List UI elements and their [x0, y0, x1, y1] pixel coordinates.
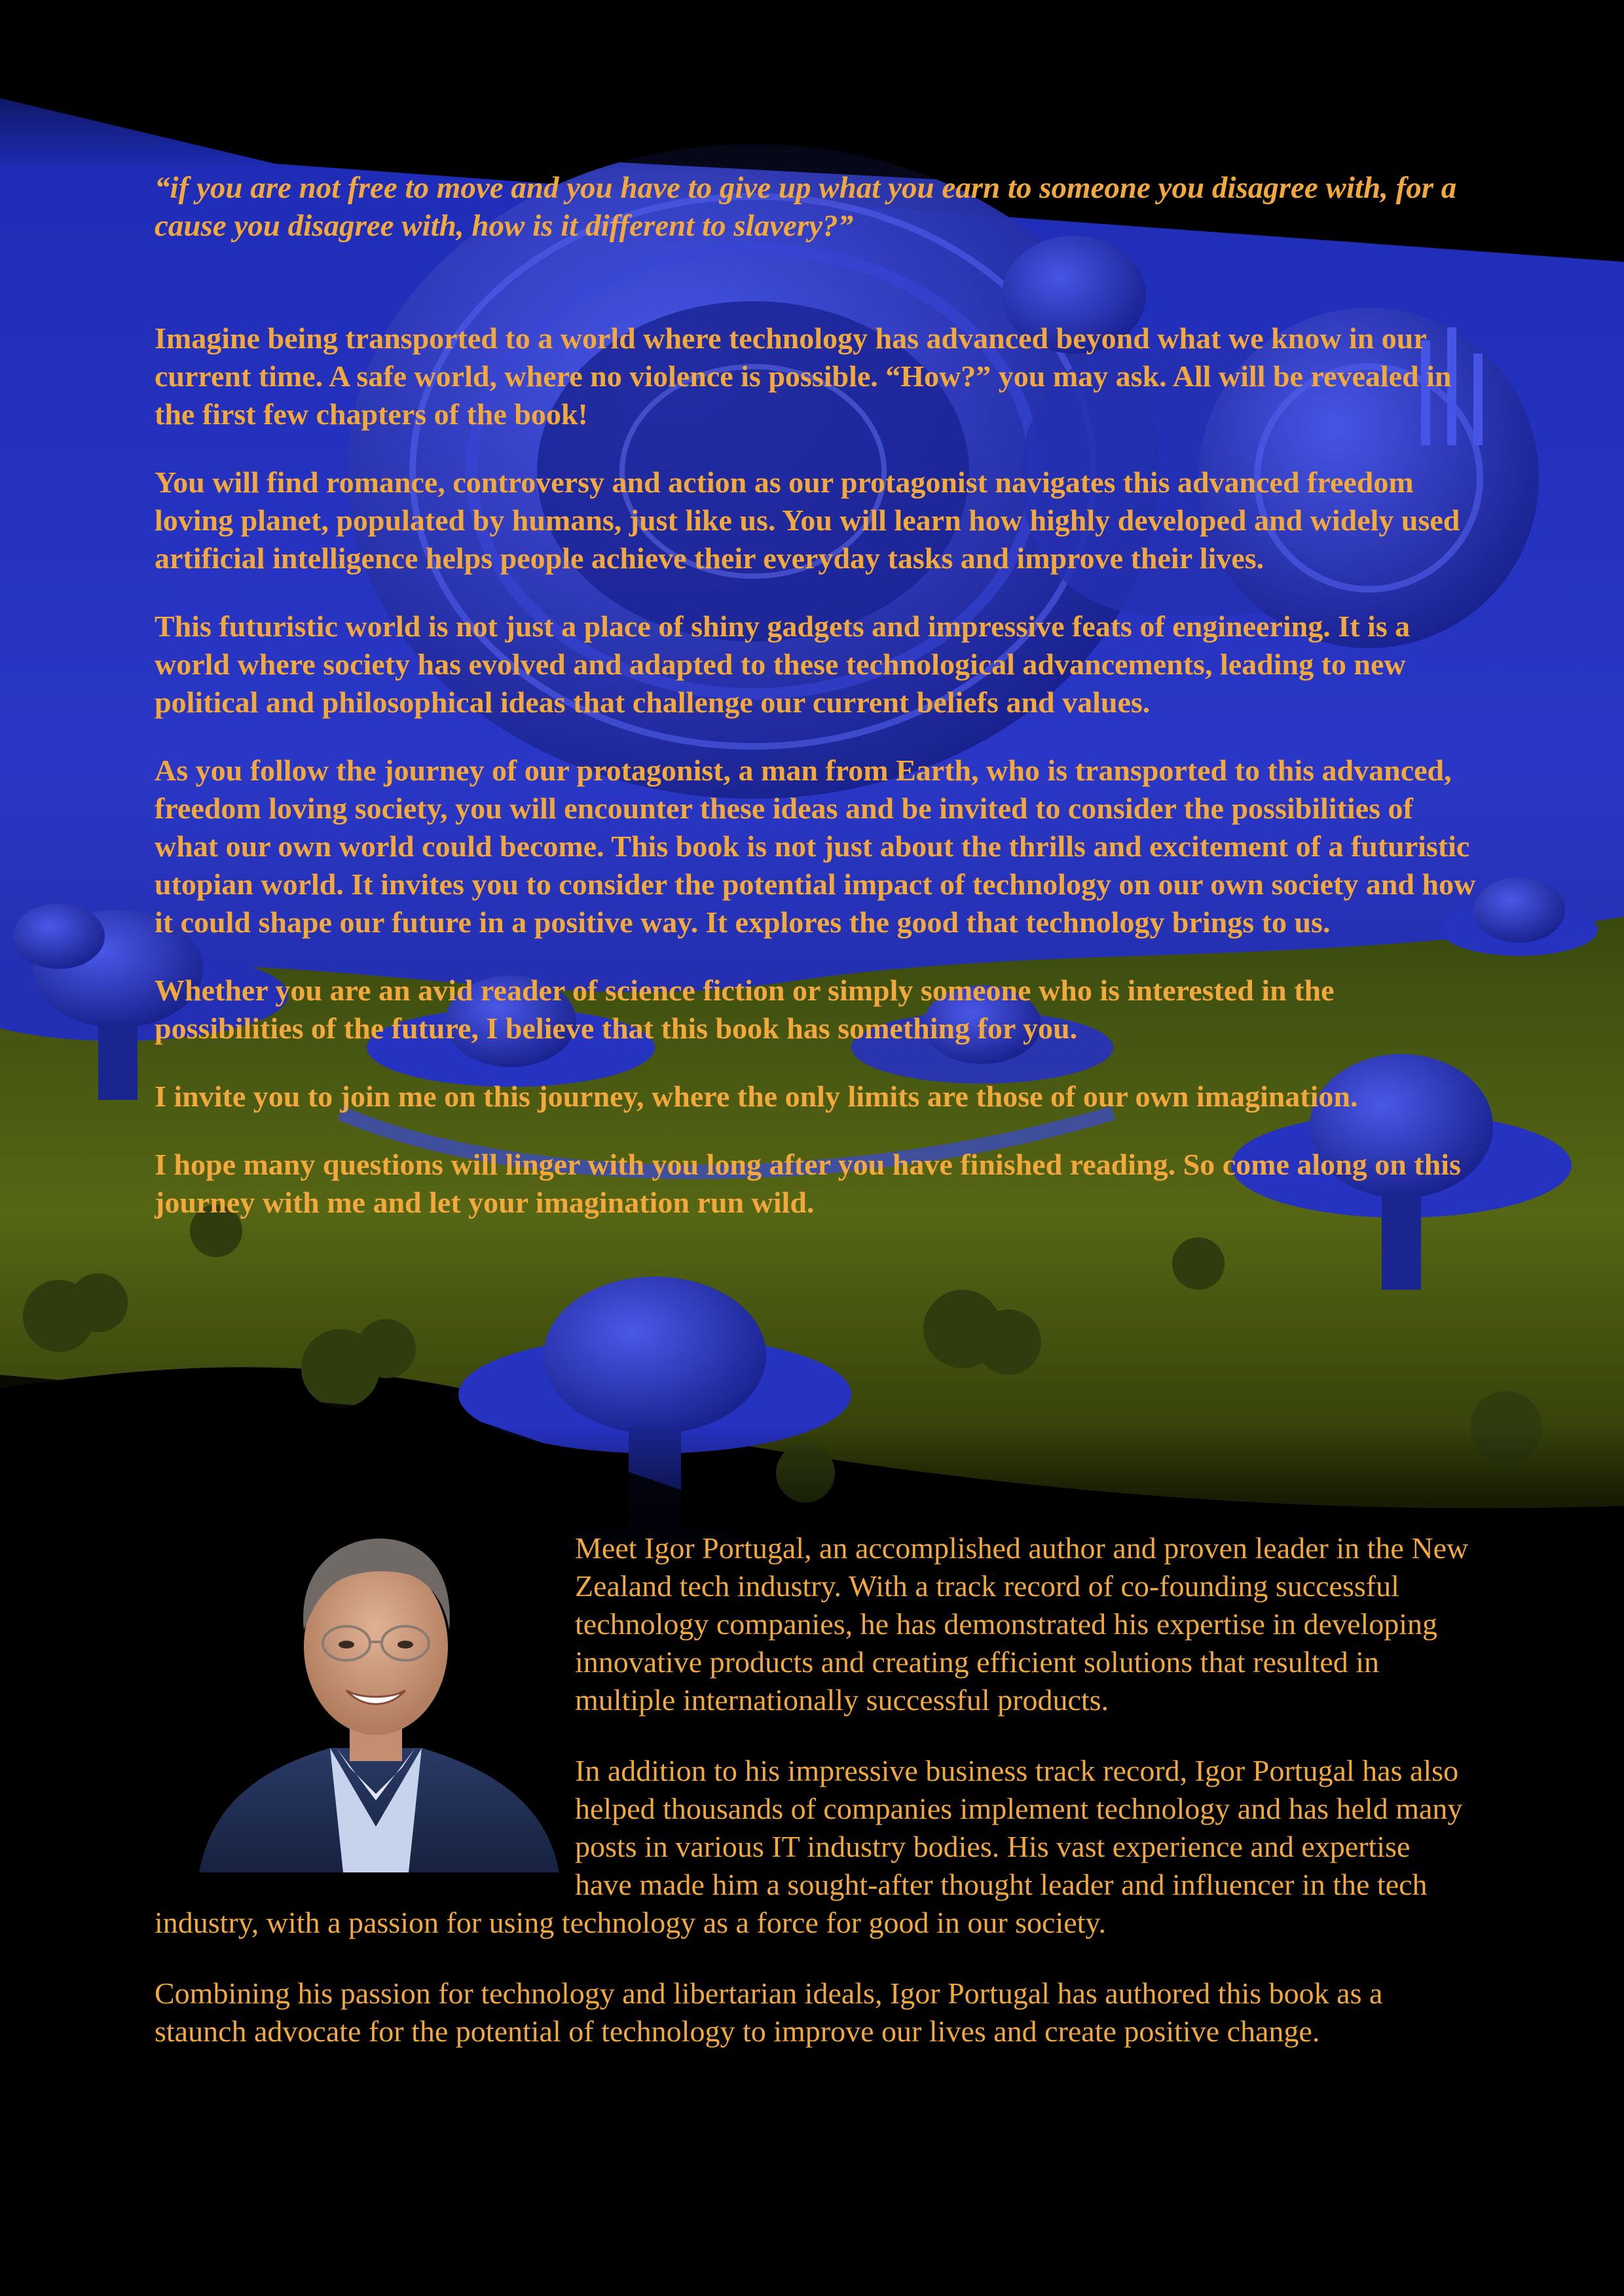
author-portrait	[186, 1519, 566, 1872]
author-paragraph: In addition to his impressive business track record, Igor Portugal has also helped thousands of companies implement technology and has held many posts in various IT industry bodies. His vast experience and expertise have made him a sought-after thought leader and influencer in the tech industry, with a passion for using technology as a force for good in our society.	[155, 1754, 1463, 1939]
intro-paragraph: This futuristic world is not just a place of shiny gadgets and impressive feats of engineering. It is a world where society has evolved and adapted to these technological advancements, leading to new political and philosophical ideas that challenge our current beliefs and values.	[155, 610, 1411, 719]
book-description	[155, 319, 1484, 1252]
intro-paragraph: I hope many questions will linger with you long after you have finished reading. So come along on this journey with me and let your imagination run wild.	[155, 1148, 1461, 1219]
author-paragraph: Meet Igor Portugal, an accomplished author and proven leader in the New Zealand tech industry. With a track record of co-founding successful technology companies, he has demonstrated his expertise in developing innovative products and creating efficient solutions that resulted in multiple internationally successful products.	[575, 1531, 1469, 1717]
intro-paragraph: You will find romance, controversy and action as our protagonist navigates this advanced freedom loving planet, populated by humans, just like us. You will learn how highly developed and widely used artificial intelligence helps people achieve their everyday tasks and improve their lives.	[155, 465, 1460, 575]
intro-paragraph: I invite you to join me on this journey, where the only limits are those of our own imagination.	[155, 1080, 1358, 1113]
intro-paragraph: As you follow the journey of our protagonist, a man from Earth, who is transported to this advanced, freedom loving society, you will encounter these ideas and be invited to consider the possibilities of what our own world could become. This book is not just about the thrills and excitement of a futuristic utopian world. It invites you to consider the potential impact of technology on our own society and how it could shape our future in a positive way. It explores the good that technology brings to us.	[155, 754, 1476, 939]
opening-quote: “if you are not free to move and you have to give up what you earn to someone you disagree with, for a cause you disagree with, how is it different to slavery?”	[155, 171, 1457, 243]
intro-paragraph: Imagine being transported to a world where technology has advanced beyond what we know in our current time. A safe world, where no violence is possible. “How?” you may ask. All will be revealed in the first few chapters of the book!	[155, 321, 1452, 431]
intro-paragraph: Whether you are an avid reader of science fiction or simply someone who is interested in the possibilities of the future, I believe that this book has something for you.	[155, 974, 1335, 1045]
author-bio	[155, 1529, 1471, 2083]
author-paragraph: Combining his passion for technology and libertarian ideals, Igor Portugal has authored this book as a staunch advocate for the potential of technology to improve our lives and create positive change.	[155, 1977, 1383, 2048]
